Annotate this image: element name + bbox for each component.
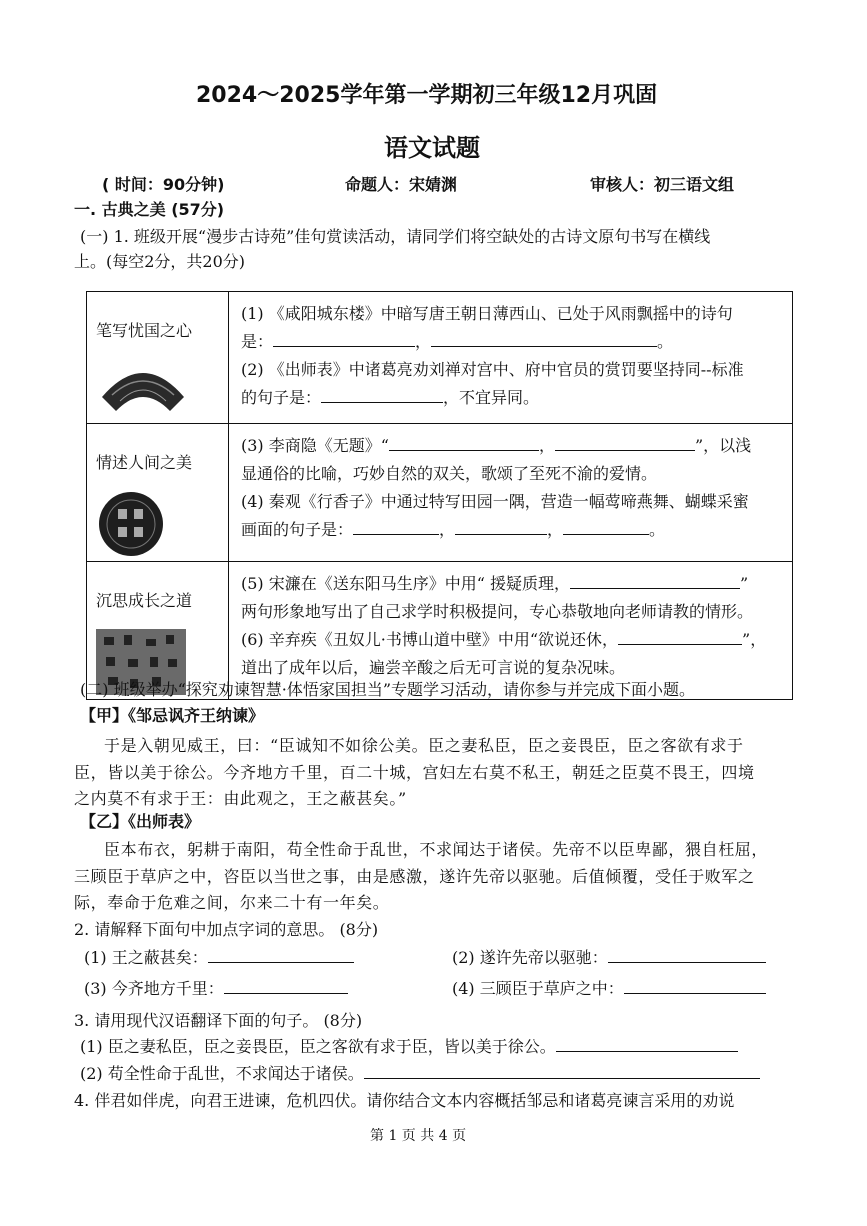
passage-jia-line: 之内莫不有求于王：由此观之，王之蔽甚矣。” [74,789,407,808]
q1-item2-text: (2) 《出师表》中诸葛亮劝刘禅对宫中、府中官员的赏罚要坚持同--标准 [241,360,744,379]
passage-yi-line: 三顾臣于草庐之中，咨臣以当世之事，由是感激，遂许先帝以驱驰。后值倾覆，受任于败军之 [74,867,755,886]
section2-intro: (二) 班级举办“探究劝谏智慧·体悟家国担当”专题学习活动，请你参与并完成下面小题。 [80,680,696,699]
answer-blank[interactable] [608,948,766,963]
answer-blank[interactable] [364,1064,760,1079]
q2-stem: 2. 请解释下面句中加点字词的意思。 (8分) [74,920,379,939]
row-label-cell [87,424,229,562]
exam-title: 2024～2025学年第一学期初三年级12月巩固 [196,83,658,108]
answer-blank[interactable] [618,630,742,645]
table-row [87,424,793,562]
q1-item3-text: 显通俗的比喻，巧妙自然的双关，歌颂了至死不渝的爱情。 [241,464,658,483]
q1-item2-suffix: ，不宜异同。 [443,388,540,407]
q1-item3-suffix: ”，以浅 [694,436,752,455]
passage-jia-line: 臣，皆以美于徐公。今齐地方千里，百二十城，宫妇左右莫不私王，朝廷之臣莫不畏王，四境 [74,763,755,782]
answer-blank[interactable] [389,436,539,451]
passage-jia-title: 【甲】《邹忌讽齐王纳谏》 [80,706,265,725]
q1-item1-prefix: 是： [241,332,274,351]
exam-time: ( 时间：90分钟) [102,175,225,194]
answer-blank[interactable] [321,388,443,403]
q2-item: (2) 遂许先帝以驱驰： [452,948,608,967]
q1-item5-prefix: (5) 宋濂在《送东阳马生序》中用“ 援疑质理， [241,574,571,593]
q1-intro-cont: 上。(每空2分，共20分) [74,252,246,271]
exam-author: 命题人：宋婧渊 [345,175,458,194]
q1-item2-prefix: 的句子是： [241,388,322,407]
answer-blank[interactable] [563,520,649,535]
q2-item: (1) 王之蔽甚矣： [84,948,208,967]
fan-painting-icon [98,359,188,419]
row-label: 笔写忧国之心 [96,321,193,340]
q2-item: (3) 今齐地方千里： [84,979,224,998]
q1-item1-text: (1) 《咸阳城东楼》中暗写唐王朝日薄西山、已处于风雨飘摇中的诗句 [241,304,733,323]
answer-blank[interactable] [208,948,354,963]
passage-yi-line: 臣本布衣，躬耕于南阳，苟全性命于乱世，不求闻达于诸侯。先帝不以臣卑鄙，猥自枉屈， [104,840,769,859]
round-seal-icon [96,491,186,557]
answer-blank[interactable] [624,979,766,994]
answer-blank[interactable] [273,332,415,347]
row-label: 沉思成长之道 [96,591,193,610]
exam-reviewer: 审核人：初三语文组 [590,175,735,194]
row-content-cell: (1) 《咸阳城东楼》中暗写唐王朝日薄西山、已处于风雨飘摇中的诗句 是： ， 。 (2) 《出师表》中诸葛亮劝刘禅对宫中、府中官员的赏罚要坚持同--标准 的句子是： ，不宜异同。 [229,292,793,424]
exam-subtitle: 语文试题 [384,134,480,162]
row-content-cell: (5) 宋濂在《送东阳马生序》中用“ 援疑质理， ” 两句形象地写出了自己求学时积极提问，专心恭敬地向老师请教的情形。 (6) 辛弃疾《丑奴儿·书博山道中壁》中用“欲说还休， ”， 道出了成年以后，遍尝辛酸之后无可言说的复杂况味。 [229,562,793,700]
q4-stem: 4. 伴君如伴虎，向君王进谏，危机四伏。请你结合文本内容概括邹忌和诸葛亮谏言采用的劝说 [74,1091,735,1110]
row-label-cell [87,292,229,424]
q1-intro: (一) 1. 班级开展“漫步古诗苑”佳句赏读活动，请同学们将空缺处的古诗文原句书写在横线 [80,227,711,246]
q3-stem: 3. 请用现代汉语翻译下面的句子。 (8分) [74,1011,363,1030]
q1-item6-prefix: (6) 辛弃疾《丑奴儿·书博山道中壁》中用“欲说还休， [241,630,619,649]
section-heading: 一. 古典之美 (57分) [74,200,225,219]
row-content-cell: (3) 李商隐《无题》“ ， ”，以浅 显通俗的比喻，巧妙自然的双关，歌颂了至死不渝的爱情。 (4) 秦观《行香子》中通过特写田园一隅，营造一幅莺啼燕舞、蝴蝶采蜜 画面的句子是： ， ， 。 [229,424,793,562]
table-row [87,292,793,424]
poetry-table [86,291,793,700]
q3-item: (1) 臣之妻私臣，臣之妾畏臣，臣之客欲有求于臣，皆以美于徐公。 [80,1037,556,1056]
passage-yi-title: 【乙】《出师表》 [80,812,201,831]
answer-blank[interactable] [570,574,740,589]
passage-jia-line: 于是入朝见威王，曰：“臣诚知不如徐公美。臣之妻私臣，臣之妾畏臣，臣之客欲有求于 [104,736,744,755]
answer-blank[interactable] [431,332,657,347]
answer-blank[interactable] [353,520,439,535]
answer-blank[interactable] [224,979,348,994]
answer-blank[interactable] [555,436,695,451]
answer-blank[interactable] [455,520,547,535]
q1-item5-text: 两句形象地写出了自己求学时积极提问，专心恭敬地向老师请教的情形。 [241,602,754,621]
q1-item4-prefix: 画面的句子是： [241,520,354,539]
q1-item4-text: (4) 秦观《行香子》中通过特写田园一隅，营造一幅莺啼燕舞、蝴蝶采蜜 [241,492,749,511]
passage-yi-line: 际，奉命于危难之间，尔来二十有一年矣。 [74,893,390,912]
page-number: 第 1 页 共 4 页 [370,1128,467,1144]
q3-item: (2) 苟全性命于乱世，不求闻达于诸侯。 [80,1064,364,1083]
q2-item: (4) 三顾臣于草庐之中： [452,979,624,998]
q1-item3-prefix: (3) 李商隐《无题》“ [241,436,389,455]
q1-item6-text: 道出了成年以后，遍尝辛酸之后无可言说的复杂况味。 [241,658,626,677]
answer-blank[interactable] [556,1037,738,1052]
row-label: 情述人间之美 [96,453,193,472]
